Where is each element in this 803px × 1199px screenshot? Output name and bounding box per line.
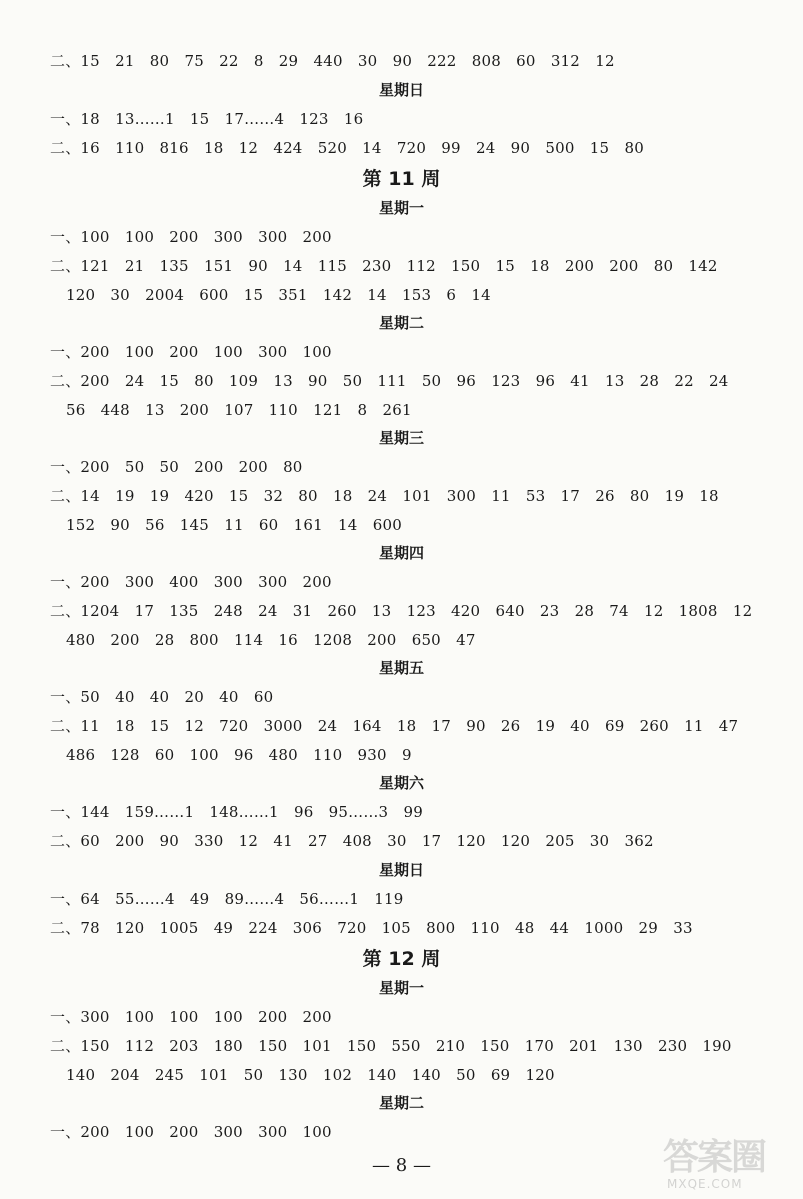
answer-line-continued: 140 204 245 101 50 130 102 140 140 50 69 120	[66, 1066, 555, 1084]
answer-line-continued: 56 448 13 200 107 110 121 8 261	[66, 401, 412, 419]
answer-line: 二、15 21 80 75 22 8 29 440 30 90 222 808 60 312 12	[50, 52, 615, 70]
day-heading: 星期一	[378, 199, 424, 217]
answer-line: 一、18 13……1 15 17……4 123 16	[50, 110, 364, 128]
day-heading: 星期五	[378, 659, 424, 677]
answer-line: 二、14 19 19 420 15 32 80 18 24 101 300 11 53 17 26 80 19 18	[50, 487, 719, 505]
answer-line: 二、121 21 135 151 90 14 115 230 112 150 15 18 200 200 80 142	[50, 257, 718, 275]
answer-line-continued: 486 128 60 100 96 480 110 930 9	[66, 746, 412, 764]
day-heading: 星期四	[378, 544, 424, 562]
answer-line: 一、200 100 200 100 300 100	[50, 343, 332, 361]
day-heading: 星期日	[378, 81, 424, 99]
answer-line: 一、200 100 200 300 300 100	[50, 1123, 332, 1141]
answer-line-continued: 120 30 2004 600 15 351 142 14 153 6 14	[66, 286, 491, 304]
week-heading: 第 11 周	[362, 168, 441, 190]
answer-line: 二、1204 17 135 248 24 31 260 13 123 420 640 23 28 74 12 1808 12	[50, 602, 753, 620]
answer-line: 二、60 200 90 330 12 41 27 408 30 17 120 120 205 30 362	[50, 832, 654, 850]
answer-line: 一、200 300 400 300 300 200	[50, 573, 332, 591]
answer-line: 二、150 112 203 180 150 101 150 550 210 150 170 201 130 230 190	[50, 1037, 732, 1055]
week-heading: 第 12 周	[362, 948, 441, 970]
day-heading: 星期二	[378, 314, 424, 332]
day-heading: 星期一	[378, 979, 424, 997]
day-heading: 星期六	[378, 774, 424, 792]
answer-line: 一、100 100 200 300 300 200	[50, 228, 332, 246]
day-heading: 星期三	[378, 429, 424, 447]
answer-line: 一、200 50 50 200 200 80	[50, 458, 303, 476]
day-heading: 星期二	[378, 1094, 424, 1112]
page-number: — 8 —	[372, 1155, 431, 1176]
answer-line: 二、16 110 816 18 12 424 520 14 720 99 24 90 500 15 80	[50, 139, 644, 157]
answer-line: 一、64 55……4 49 89……4 56……1 119	[50, 890, 404, 908]
answer-line: 一、300 100 100 100 200 200	[50, 1008, 332, 1026]
answer-line: 二、78 120 1005 49 224 306 720 105 800 110 48 44 1000 29 33	[50, 919, 693, 937]
watermark-url: MXQE.COM	[667, 1177, 743, 1191]
answer-line: 一、144 159……1 148……1 96 95……3 99	[50, 803, 423, 821]
answer-line: 二、11 18 15 12 720 3000 24 164 18 17 90 26 19 40 69 260 11 47	[50, 717, 739, 735]
answer-line: 一、50 40 40 20 40 60	[50, 688, 274, 706]
watermark-logo	[663, 1129, 793, 1191]
watermark-glyphs: 答案圈	[663, 1137, 766, 1178]
answer-line-continued: 152 90 56 145 11 60 161 14 600	[66, 516, 402, 534]
day-heading: 星期日	[378, 861, 424, 879]
answer-line: 二、200 24 15 80 109 13 90 50 111 50 96 123 96 41 13 28 22 24	[50, 372, 729, 390]
answer-line-continued: 480 200 28 800 114 16 1208 200 650 47	[66, 631, 476, 649]
